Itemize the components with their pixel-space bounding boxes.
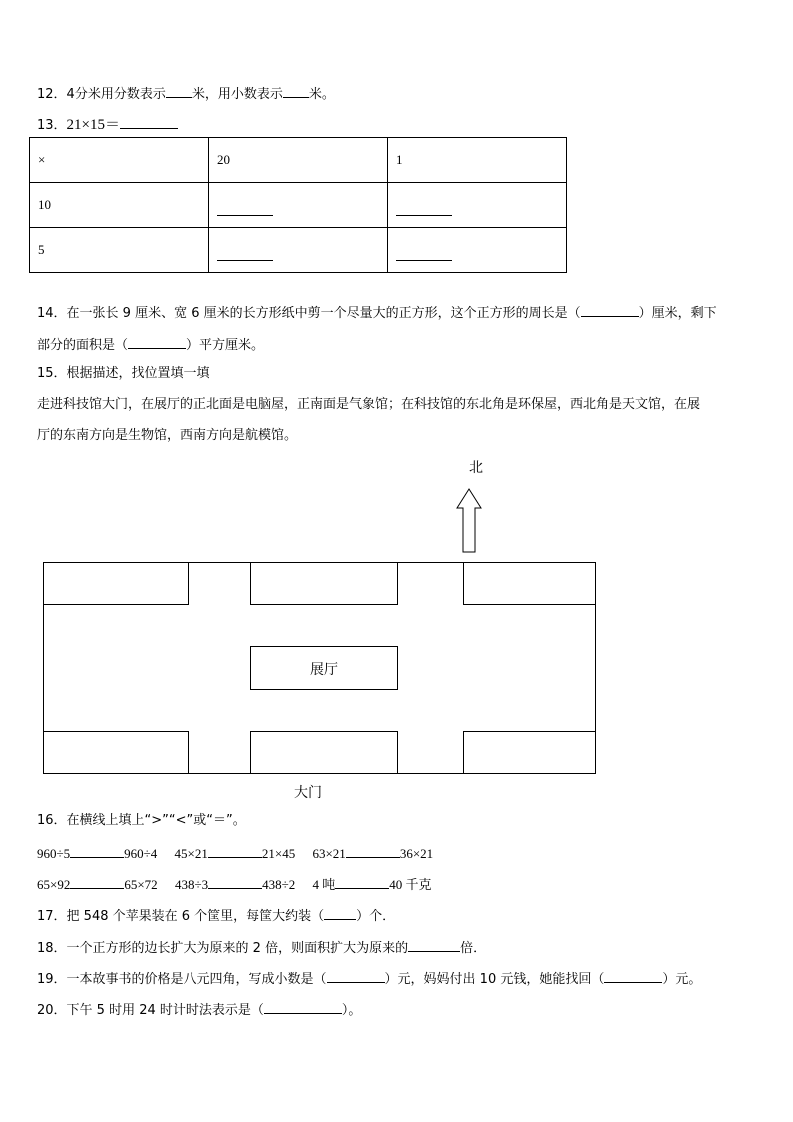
- q18-blank[interactable]: [408, 937, 460, 952]
- q12-suffix: 米。: [308, 87, 335, 102]
- comparison-item: 65×92 65×72: [37, 877, 158, 892]
- q13-prefix: 13．: [37, 118, 67, 133]
- room-south[interactable]: [250, 731, 398, 774]
- q15-description-2: 厅的东南方向是生物馆，西南方向是航模馆。: [37, 428, 298, 443]
- comparison-blank[interactable]: [335, 874, 389, 889]
- q15-title: 15．根据描述，找位置填一填: [37, 366, 210, 381]
- q13-answer-blank[interactable]: [120, 114, 178, 129]
- table-answer-cell[interactable]: [388, 228, 567, 273]
- table-header-row: [30, 138, 567, 183]
- table-header-cell: 1: [388, 138, 567, 183]
- question-14-line-2: [37, 334, 264, 355]
- q12-mid: 米，用小数表示: [191, 87, 283, 102]
- room-northwest[interactable]: [43, 562, 189, 605]
- table-row: [30, 228, 567, 273]
- table-header-cell: 20: [209, 138, 388, 183]
- comparison-item: 960÷5 960÷4: [37, 846, 157, 861]
- q17-blank[interactable]: [324, 905, 356, 920]
- q14-blank-perimeter[interactable]: [581, 302, 639, 317]
- table-row-label: 5: [30, 228, 209, 273]
- q12-prefix: 12．4分米用分数表示: [37, 87, 166, 102]
- q13-expression: 21×15＝: [66, 117, 121, 133]
- q15-description-1: 走进科技馆大门，在展厅的正北面是电脑屋，正南面是气象馆；在科技馆的东北角是环保屋，西北角是天文馆，在展: [37, 397, 701, 412]
- q19-blank-change[interactable]: [604, 968, 662, 983]
- multiplication-table: [29, 137, 567, 273]
- table-row-label: 10: [30, 183, 209, 228]
- q14-text-b: ）厘米，剩下: [638, 306, 717, 321]
- comparison-item: 63×21 36×21: [312, 846, 433, 861]
- q16-row-1: [37, 843, 447, 862]
- table-row: [30, 183, 567, 228]
- question-20: 20．下午 5 时用 24 时计时法表示是（ ）。: [37, 999, 361, 1020]
- north-label: 北: [469, 460, 483, 476]
- comparison-blank[interactable]: [346, 843, 400, 858]
- comparison-blank[interactable]: [70, 874, 124, 889]
- table-header-cell: ×: [30, 138, 209, 183]
- q12-blank-fraction[interactable]: [166, 83, 192, 98]
- question-14-line-1: [37, 302, 717, 323]
- q14-text-c: 部分的面积是（: [37, 338, 129, 353]
- table-answer-cell[interactable]: [209, 228, 388, 273]
- room-northeast[interactable]: [463, 562, 596, 605]
- question-17: 17．把 548 个苹果装在 6 个筐里，每筐大约装（ ）个．: [37, 905, 395, 926]
- q14-text-d: ）平方厘米。: [186, 338, 265, 353]
- q14-blank-area[interactable]: [128, 334, 186, 349]
- room-southeast[interactable]: [463, 731, 596, 774]
- q19-blank-decimal[interactable]: [327, 968, 385, 983]
- comparison-blank[interactable]: [208, 843, 262, 858]
- question-18: 18．一个正方形的边长扩大为原来的 2 倍，则面积扩大为原来的 倍．: [37, 937, 486, 958]
- question-13: [37, 114, 178, 135]
- room-southwest[interactable]: [43, 731, 189, 774]
- comparison-item: 438÷3 438÷2: [175, 877, 295, 892]
- comparison-blank[interactable]: [70, 843, 124, 858]
- exhibition-hall-label: 展厅: [310, 662, 338, 678]
- comparison-item: 45×21 21×45: [175, 846, 296, 861]
- q14-text-a: 14．在一张长 9 厘米、宽 6 厘米的长方形纸中剪一个尽量大的正方形，这个正方形的周长是（: [37, 306, 581, 321]
- north-arrow-icon: [455, 488, 483, 554]
- q12-blank-decimal[interactable]: [283, 83, 309, 98]
- table-answer-cell[interactable]: [209, 183, 388, 228]
- room-north[interactable]: [250, 562, 398, 605]
- comparison-item: 4 吨 40 千克: [312, 877, 431, 892]
- q16-title: 16．在横线上填上“>”“<”或“＝”。: [37, 813, 246, 828]
- q16-row-2: [37, 874, 446, 893]
- question-19: 19．一本故事书的价格是八元四角，写成小数是（ ）元，妈妈付出 10 元钱，她能找回（ ）元。: [37, 968, 701, 989]
- question-12: [37, 83, 335, 104]
- gate-label: 大门: [294, 785, 322, 801]
- q20-blank[interactable]: [264, 999, 342, 1014]
- table-answer-cell[interactable]: [388, 183, 567, 228]
- comparison-blank[interactable]: [208, 874, 262, 889]
